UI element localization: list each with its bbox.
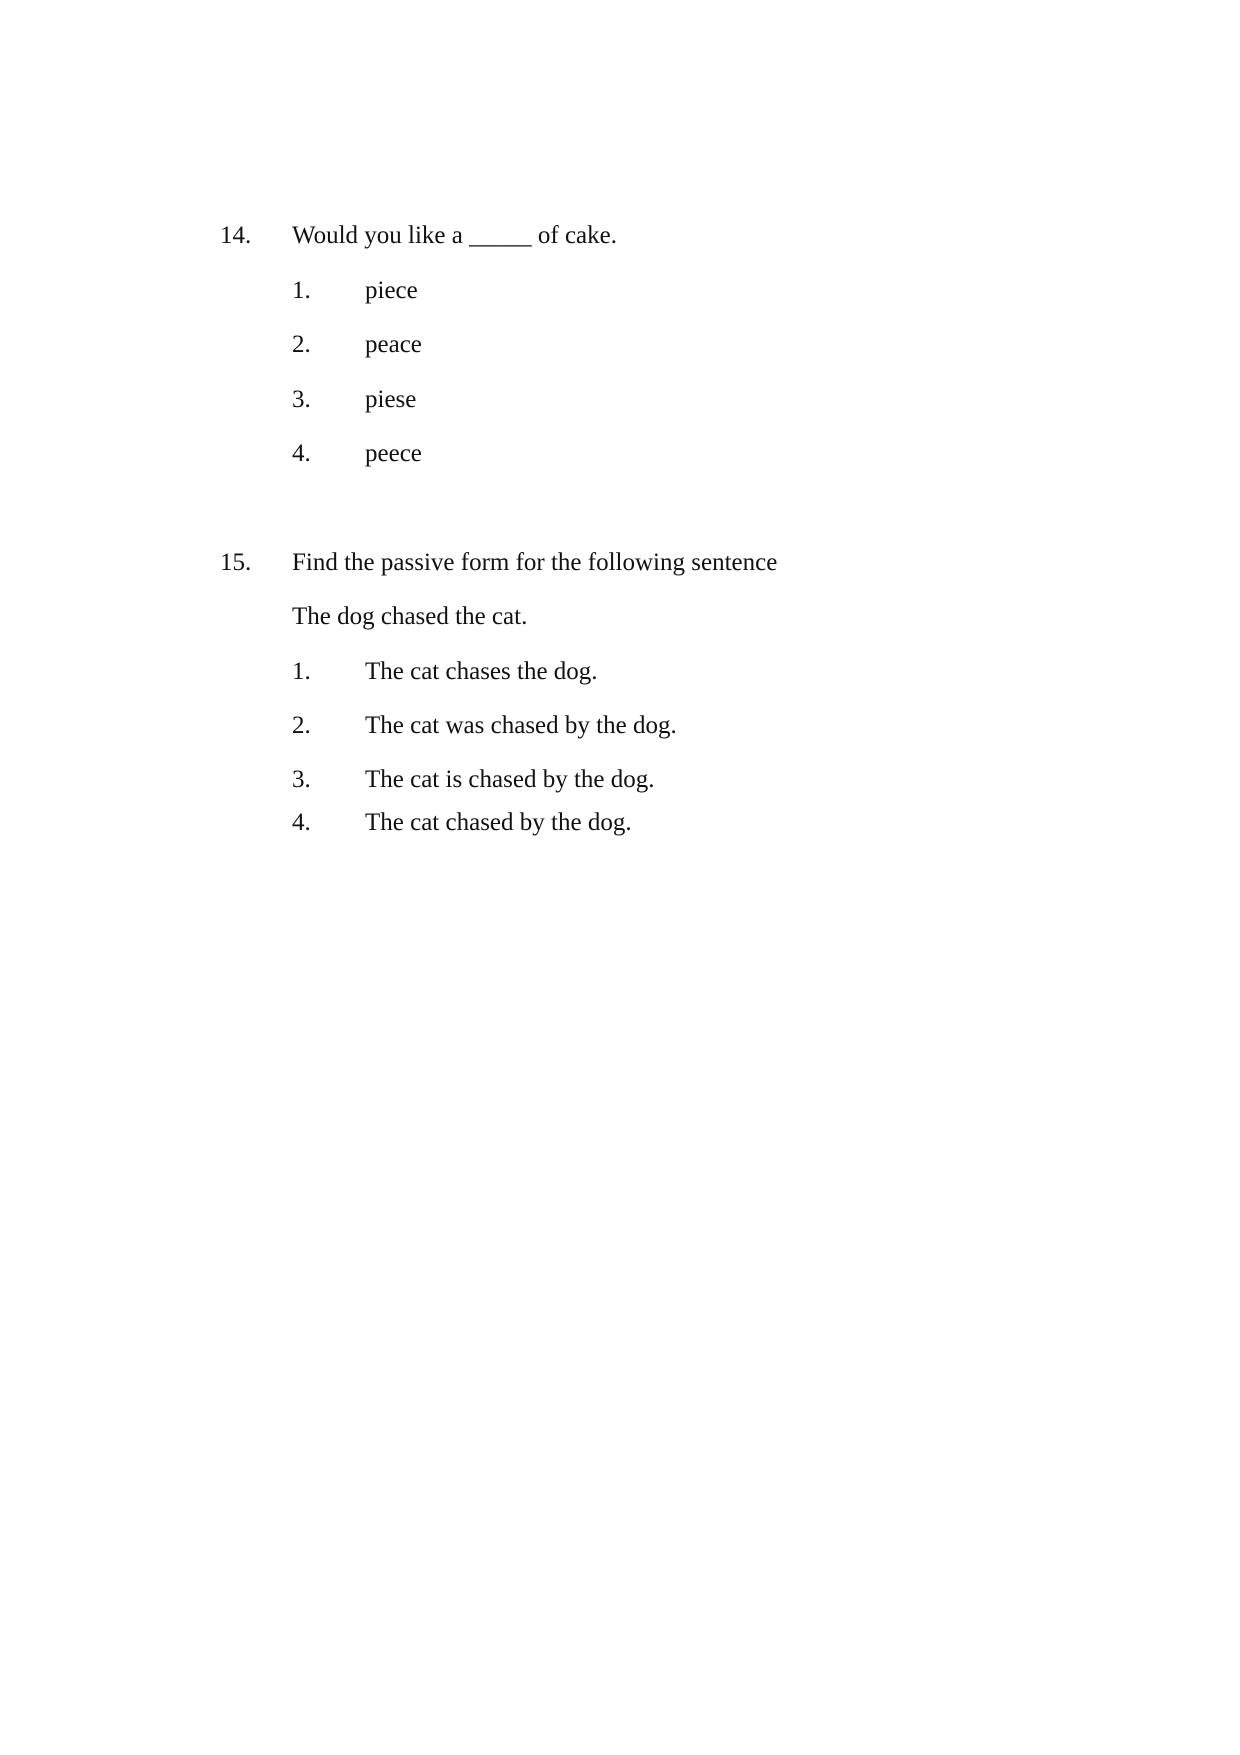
option-number: 4. (292, 440, 311, 467)
question-prompt: The dog chased the cat. (292, 603, 528, 630)
question-text: Would you like a _____ of cake. (292, 222, 617, 249)
option-text: piese (365, 386, 417, 413)
question-text: Find the passive form for the following sentence (292, 549, 778, 576)
option-text: The cat is chased by the dog. (365, 766, 655, 793)
question-number: 15. (220, 549, 252, 576)
option-number: 3. (292, 386, 311, 413)
option-text: The cat chased by the dog. (365, 809, 632, 836)
option-number: 1. (292, 277, 311, 304)
option-text: peece (365, 440, 422, 467)
option-number: 3. (292, 766, 311, 793)
option-number: 1. (292, 658, 311, 685)
question-number: 14. (220, 222, 252, 249)
option-text: The cat was chased by the dog. (365, 712, 677, 739)
option-text: piece (365, 277, 418, 304)
option-text: The cat chases the dog. (365, 658, 598, 685)
option-number: 2. (292, 331, 311, 358)
option-text: peace (365, 331, 422, 358)
option-number: 4. (292, 809, 311, 836)
option-number: 2. (292, 712, 311, 739)
